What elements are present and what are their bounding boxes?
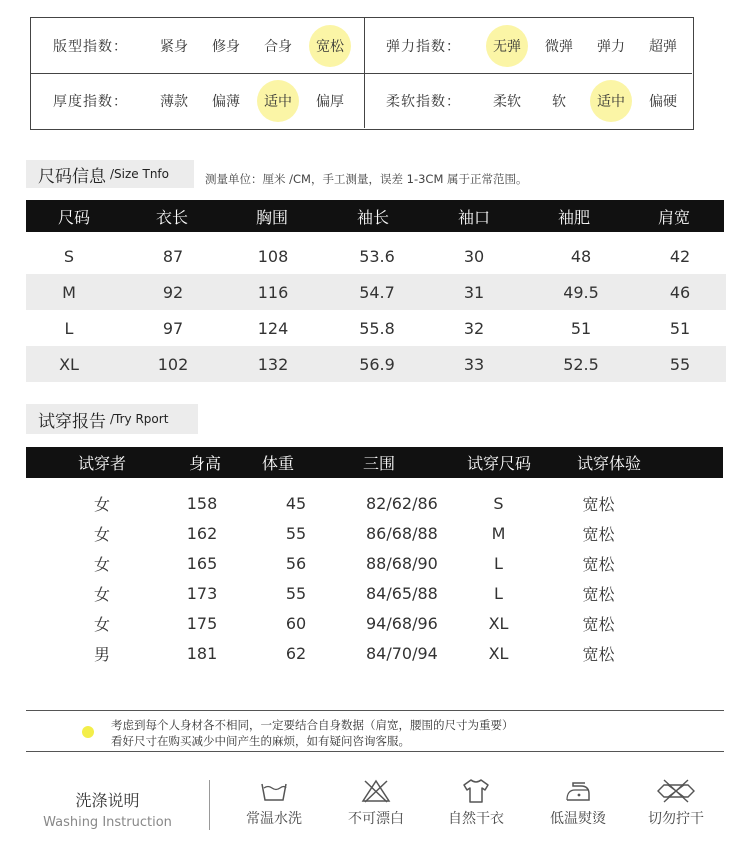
column-header: 试穿尺码 xyxy=(466,454,531,473)
column-header: 试穿者 xyxy=(77,454,126,473)
index-label: 弹力指数： xyxy=(386,38,461,55)
table-row: M 92 116 54.7 31 49.5 46 xyxy=(26,274,726,310)
column-header: 试穿体验 xyxy=(576,454,641,473)
index-right-column xyxy=(386,18,696,128)
column-header: 身高 xyxy=(188,454,221,473)
notice-bullet xyxy=(82,726,94,738)
table-row: 女 173 55 84/65/88 L 宽松 xyxy=(93,583,615,604)
thickness-index-row xyxy=(53,73,363,128)
try-table xyxy=(26,447,723,478)
column-header: 袖长 xyxy=(356,207,389,227)
index-option: 弹力 xyxy=(597,38,625,55)
index-option: 偏硬 xyxy=(649,93,677,110)
softness-index-row xyxy=(386,73,696,128)
washing-divider xyxy=(209,780,210,830)
index-option: 薄款 xyxy=(160,93,188,110)
column-header: 袖肥 xyxy=(557,207,590,227)
table-row: 女 158 45 82/62/86 S 宽松 xyxy=(93,493,615,514)
iron-icon xyxy=(563,778,593,804)
index-option: 超弹 xyxy=(649,38,677,55)
table-row: S 87 108 53.6 30 48 42 xyxy=(63,246,691,266)
wash-item: 切勿拧干 xyxy=(626,778,726,828)
size-info-header xyxy=(26,160,194,188)
wash-item: 自然干衣 xyxy=(426,778,526,828)
wash-item: 常温水洗 xyxy=(224,778,324,828)
index-label: 版型指数： xyxy=(53,38,128,55)
column-header: 胸围 xyxy=(255,207,288,227)
washing-title-en: Washing Instruction xyxy=(43,815,172,830)
index-option: 偏厚 xyxy=(316,93,344,110)
table-row: L 97 124 55.8 32 51 51 xyxy=(64,318,691,338)
size-table-body xyxy=(26,238,726,382)
no-bleach-icon xyxy=(361,778,391,804)
try-table-header xyxy=(26,447,723,478)
washing-title xyxy=(40,788,175,830)
elasticity-index-row xyxy=(386,18,696,73)
try-table-body xyxy=(26,488,723,668)
index-option-selected: 无弹 xyxy=(481,36,533,56)
index-left-column xyxy=(53,18,363,128)
try-report-title: 试穿报告 xyxy=(38,411,106,432)
size-info-title: 尺码信息 xyxy=(38,166,106,187)
try-report-header xyxy=(26,404,198,434)
fit-index-row xyxy=(53,18,363,73)
column-header: 衣长 xyxy=(155,207,188,227)
size-table-header xyxy=(26,200,724,232)
table-row: 女 175 60 94/68/96 XL 宽松 xyxy=(93,613,615,634)
table-row: 男 181 62 84/70/94 XL 宽松 xyxy=(93,643,615,664)
index-option-selected: 适中 xyxy=(252,91,304,111)
wash-item: 不可漂白 xyxy=(326,778,426,828)
index-label: 厚度指数： xyxy=(53,93,128,110)
try-report-subtitle: /Try Rport xyxy=(110,412,169,426)
index-option: 软 xyxy=(552,93,566,110)
size-info-subtitle: /Size Tnfo xyxy=(110,167,169,181)
column-header: 体重 xyxy=(261,454,294,473)
table-row: 女 162 55 86/68/88 M 宽松 xyxy=(93,523,615,544)
shirt-dry-icon xyxy=(461,778,491,804)
column-header: 肩宽 xyxy=(657,207,690,227)
index-option: 修身 xyxy=(212,38,240,55)
notice-line-1: 考虑到每个人身材各不相同，一定要结合自身数据（肩宽，腰围的尺寸为重要） xyxy=(111,718,514,732)
notice-line-2: 看好尺寸在购买减少中间产生的麻烦，如有疑问咨询客服。 xyxy=(111,734,410,748)
index-option: 紧身 xyxy=(160,38,188,55)
sizing-notice xyxy=(26,710,724,752)
index-option: 柔软 xyxy=(493,93,521,110)
washing-title-cn: 洗涤说明 xyxy=(75,791,140,810)
column-header: 尺码 xyxy=(57,207,90,227)
index-option: 微弹 xyxy=(545,38,573,55)
index-option: 偏薄 xyxy=(212,93,240,110)
size-table xyxy=(26,200,724,232)
measurement-note: 测量单位：厘米 /CM，手工测量，误差 1-3CM 属于正常范围。 xyxy=(205,172,528,186)
table-row: XL 102 132 56.9 33 52.5 55 xyxy=(26,346,726,382)
index-option: 合身 xyxy=(264,38,292,55)
no-wring-icon xyxy=(656,778,696,804)
index-option-selected: 宽松 xyxy=(304,36,356,56)
column-header: 三围 xyxy=(362,454,395,473)
index-label: 柔软指数： xyxy=(386,93,461,110)
index-option-selected: 适中 xyxy=(585,91,637,111)
wash-tub-icon xyxy=(259,778,289,804)
table-row: 女 165 56 88/68/90 L 宽松 xyxy=(93,553,615,574)
wash-item: 低温熨烫 xyxy=(528,778,628,828)
column-header: 袖口 xyxy=(457,207,490,227)
fit-index-table xyxy=(30,17,694,130)
